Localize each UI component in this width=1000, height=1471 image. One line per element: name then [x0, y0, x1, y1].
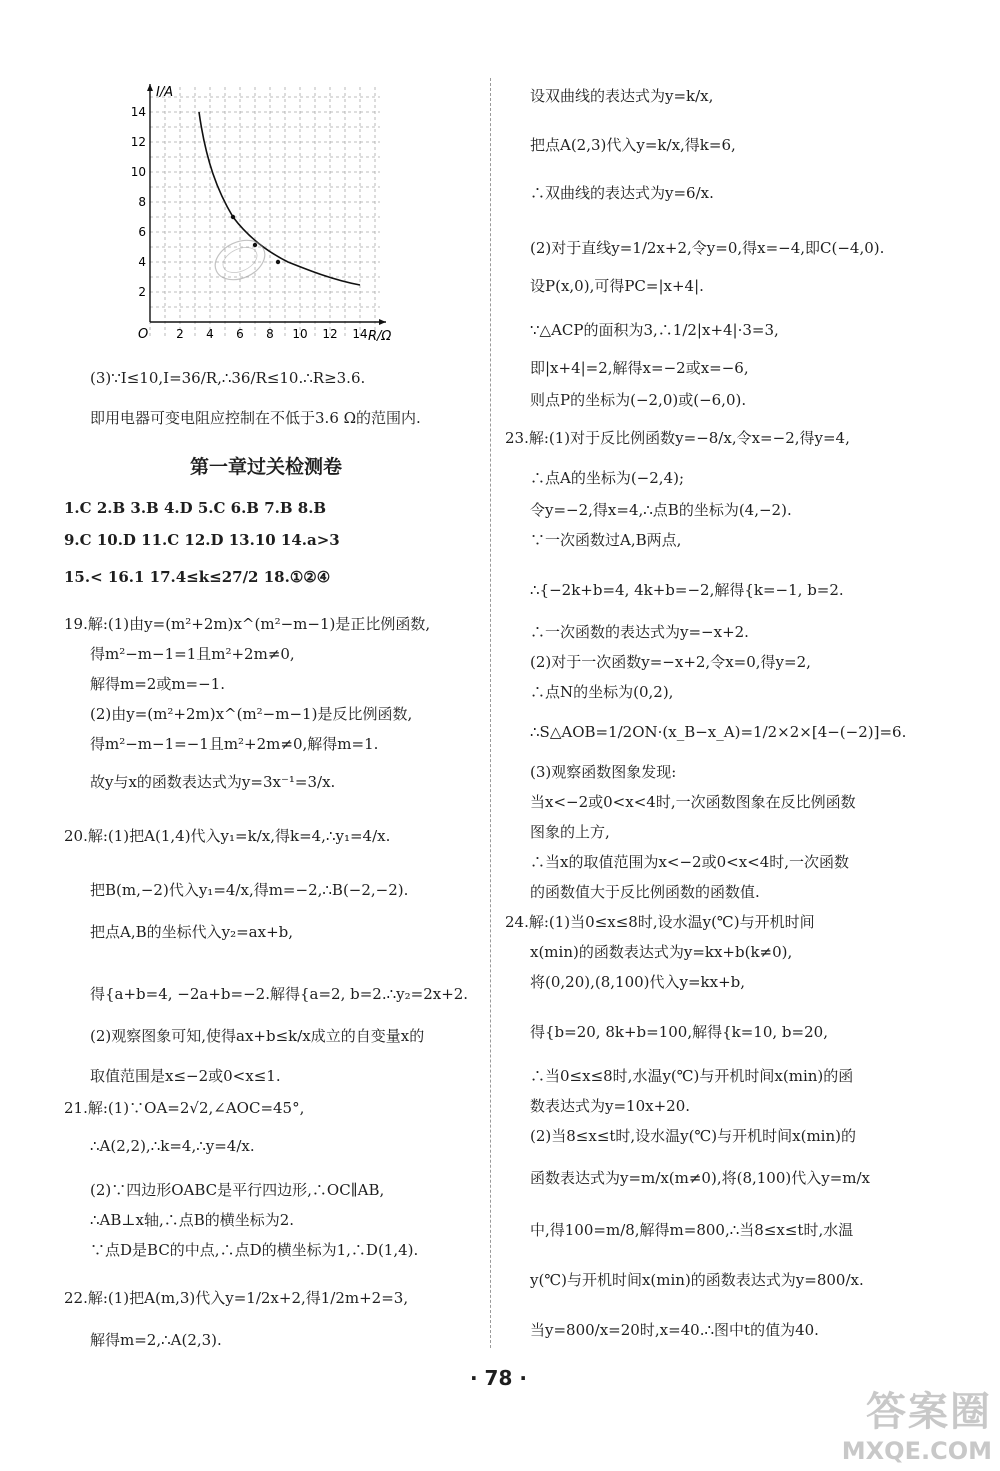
solution-line: ∵一次函数过A,B两点, [530, 531, 682, 549]
x-tick: 6 [236, 327, 244, 341]
answer-key-line: 9.C 10.D 11.C 12.D 13.10 14.a>3 [64, 531, 340, 549]
watermark-url: MXQE.COM [841, 1437, 992, 1465]
solution-line: 设P(x,0),可得PC=|x+4|. [530, 277, 704, 295]
x-tick: 12 [322, 327, 338, 341]
y-tick: 2 [138, 285, 146, 299]
solution-line: ∵点D是BC的中点,∴点D的横坐标为1,∴D(1,4). [90, 1241, 419, 1259]
solution-line: 23.解:(1)对于反比例函数y=−8/x,令x=−2,得y=4, [505, 429, 850, 447]
y-tick: 4 [138, 255, 146, 269]
solution-line: 得m²−m−1=−1且m²+2m≠0,解得m=1. [90, 735, 379, 753]
x-axis-label: R/Ω [368, 329, 392, 344]
solution-line: ∵△ACP的面积为3,∴1/2|x+4|·3=3, [530, 321, 779, 339]
watermark-logo: 答案圈 [866, 1389, 992, 1435]
solution-line: 取值范围是x≤−2或0<x≤1. [90, 1067, 281, 1085]
y-tick: 10 [130, 165, 146, 179]
solution-line: 把点A(2,3)代入y=k/x,得k=6, [530, 136, 736, 154]
page-number: · 78 · [470, 1366, 527, 1390]
solution-line: (2)当8≤x≤t时,设水温y(℃)与开机时间x(min)的 [530, 1127, 856, 1145]
answer-key-line: 15.< 16.1 17.4≤k≤27/2 18.①②④ [64, 568, 331, 586]
solution-line: 令y=−2,得x=4,∴点B的坐标为(4,−2). [530, 501, 792, 519]
solution-line: 故y与x的函数表达式为y=3x⁻¹=3/x. [90, 773, 336, 791]
y-tick: 6 [138, 225, 146, 239]
solution-line: 得{b=20, 8k+b=100,解得{k=10, b=20, [530, 1023, 828, 1041]
solution-line: 即用电器可变电阻应控制在不低于3.6 Ω的范围内. [90, 409, 421, 427]
curve-point [231, 215, 235, 219]
solution-line: ∴当x的取值范围为x<−2或0<x<4时,一次函数 [530, 853, 850, 871]
solution-line: 21.解:(1)∵OA=2√2,∠AOC=45°, [64, 1099, 305, 1117]
column-divider [490, 78, 491, 1348]
solution-line: 当y=800/x=20时,x=40.∴图中t的值为40. [530, 1321, 819, 1339]
solution-line: ∴当0≤x≤8时,水温y(℃)与开机时间x(min)的函 [530, 1067, 854, 1085]
solution-line: 得m²−m−1=1且m²+2m≠0, [90, 645, 295, 663]
solution-line: 得{a+b=4, −2a+b=−2.解得{a=2, b=2.∴y₂=2x+2. [90, 985, 469, 1003]
solution-line: 则点P的坐标为(−2,0)或(−6,0). [530, 391, 747, 409]
curve-point [276, 260, 280, 264]
y-axis-label: I/A [156, 85, 174, 100]
solution-line: ∴{−2k+b=4, 4k+b=−2,解得{k=−1, b=2. [530, 581, 844, 599]
current-resistance-graph [128, 82, 392, 357]
solution-line: ∴S△AOB=1/2ON·(x_B−x_A)=1/2×2×[4−(−2)]=6. [530, 723, 907, 741]
solution-line: ∴一次函数的表达式为y=−x+2. [530, 623, 749, 641]
solution-line: x(min)的函数表达式为y=kx+b(k≠0), [530, 943, 793, 961]
solution-line: 将(0,20),(8,100)代入y=kx+b, [530, 973, 746, 991]
solution-line: (2)∵四边形OABC是平行四边形,∴OC∥AB, [90, 1181, 385, 1199]
solution-line: 解得m=2,∴A(2,3). [90, 1331, 222, 1349]
x-tick: 10 [292, 327, 308, 341]
solution-line: 当x<−2或0<x<4时,一次函数图象在反比例函数 [530, 793, 856, 811]
x-tick: 2 [176, 327, 184, 341]
y-tick: 14 [130, 105, 146, 119]
solution-line: ∴双曲线的表达式为y=6/x. [530, 184, 714, 202]
solution-line: 把点A,B的坐标代入y₂=ax+b, [90, 923, 294, 941]
solution-line: (3)观察函数图象发现: [530, 763, 677, 781]
inverse-curve [199, 112, 360, 285]
solution-line: 解得m=2或m=−1. [90, 675, 226, 693]
answer-key-line: 1.C 2.B 3.B 4.D 5.C 6.B 7.B 8.B [64, 499, 327, 517]
graph-grid [150, 87, 380, 337]
solution-line: 的函数值大于反比例函数的函数值. [530, 883, 760, 901]
x-tick: 14 [352, 327, 368, 341]
x-tick: 8 [266, 327, 274, 341]
solution-line: 中,得100=m/8,解得m=800,∴当8≤x≤t时,水温 [530, 1221, 854, 1239]
solution-line: y(℃)与开机时间x(min)的函数表达式为y=800/x. [530, 1271, 864, 1289]
solution-line: ∴AB⊥x轴,∴点B的横坐标为2. [90, 1211, 295, 1229]
solution-line: 20.解:(1)把A(1,4)代入y₁=k/x,得k=4,∴y₁=4/x. [64, 827, 391, 845]
solution-line: 把B(m,−2)代入y₁=4/x,得m=−2,∴B(−2,−2). [90, 881, 409, 899]
solution-line: (2)观察图象可知,使得ax+b≤k/x成立的自变量x的 [90, 1027, 425, 1045]
solution-line: 24.解:(1)当0≤x≤8时,设水温y(℃)与开机时间 [505, 913, 815, 931]
solution-line: ∴A(2,2),∴k=4,∴y=4/x. [90, 1137, 255, 1155]
watermark [842, 1380, 992, 1465]
solution-line: 设双曲线的表达式为y=k/x, [530, 87, 714, 105]
solution-line: (2)对于直线y=1/2x+2,令y=0,得x=−4,即C(−4,0). [530, 239, 885, 257]
solution-line: 数表达式为y=10x+20. [530, 1097, 691, 1115]
solution-line: 即|x+4|=2,解得x=−2或x=−6, [530, 359, 749, 377]
solution-line: 19.解:(1)由y=(m²+2m)x^(m²−m−1)是正比例函数, [64, 615, 431, 633]
y-tick: 12 [130, 135, 146, 149]
solution-line: (3)∵I≤10,I=36/R,∴36/R≤10.∴R≥3.6. [90, 369, 366, 387]
y-tick: 8 [138, 195, 146, 209]
origin-label: O [138, 327, 149, 342]
solution-line: 22.解:(1)把A(m,3)代入y=1/2x+2,得1/2m+2=3, [64, 1289, 409, 1307]
section-title: 第一章过关检测卷 [190, 456, 343, 478]
x-tick: 4 [206, 327, 214, 341]
stamp-mark [209, 233, 271, 288]
solution-line: ∴点A的坐标为(−2,4); [530, 469, 685, 487]
curve-point [253, 243, 257, 247]
solution-line: (2)由y=(m²+2m)x^(m²−m−1)是反比例函数, [90, 705, 413, 723]
solution-line: 图象的上方, [530, 823, 610, 841]
solution-line: ∴点N的坐标为(0,2), [530, 683, 674, 701]
solution-line: 函数表达式为y=m/x(m≠0),将(8,100)代入y=m/x [530, 1169, 871, 1187]
solution-line: (2)对于一次函数y=−x+2,令x=0,得y=2, [530, 653, 811, 671]
